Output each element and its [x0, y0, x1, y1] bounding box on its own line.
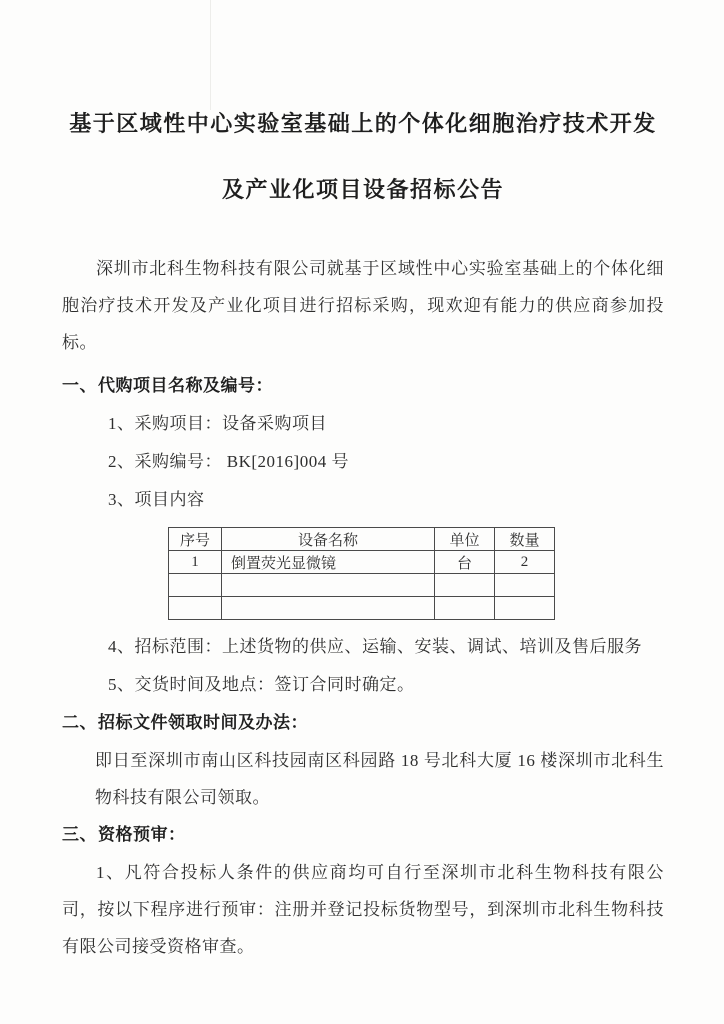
cell-index — [169, 597, 222, 620]
cell-index — [169, 574, 222, 597]
section3-paragraph: 1、凡符合投标人条件的供应商均可自行至深圳市北科生物科技有限公司，按以下程序进行预审：注册并登记投标货物型号，到深圳市北科生物科技有限公司接受资格审查。 — [62, 863, 664, 956]
section2-number: 二、 — [62, 713, 97, 732]
table-row — [169, 574, 555, 597]
equipment-table-header-row — [169, 528, 555, 551]
cell-index: 1 — [169, 551, 222, 574]
section1-item3: 3、项目内容 — [108, 490, 205, 509]
cell-unit — [435, 597, 495, 620]
section3-heading-text: 资格预审： — [98, 825, 186, 844]
col-header-unit: 单位 — [435, 528, 495, 551]
document-title-line2: 及产业化项目设备招标公告 — [221, 177, 504, 202]
document-title-line1: 基于区域性中心实验室基础上的个体化细胞治疗技术开发 — [69, 111, 657, 136]
section1-item4: 4、招标范围：上述货物的供应、运输、安装、调试、培训及售后服务 — [108, 637, 642, 656]
section1-number: 一、 — [62, 376, 97, 395]
cell-quantity — [495, 597, 555, 620]
section2-heading — [62, 704, 664, 742]
document-title — [62, 108, 664, 206]
cell-unit — [435, 574, 495, 597]
section2-paragraph: 即日至深圳市南山区科技园南区科园路 18 号北科大厦 16 楼深圳市北科生物科技有限公司领取。 — [95, 751, 664, 807]
section3-number: 三、 — [62, 825, 97, 844]
table-row — [169, 551, 555, 574]
col-header-equipment-name: 设备名称 — [222, 528, 435, 551]
section1-item2: 2、采购编号： BK[2016]004 号 — [108, 452, 349, 471]
cell-unit: 台 — [435, 551, 495, 574]
section1-item5: 5、交货时间及地点：签订合同时确定。 — [108, 675, 415, 694]
section1-heading — [62, 367, 664, 405]
equipment-table — [168, 527, 555, 620]
cell-equipment-name — [222, 597, 435, 620]
cell-equipment-name: 倒置荧光显微镜 — [222, 551, 435, 574]
cell-equipment-name — [222, 574, 435, 597]
section1-heading-text: 代购项目名称及编号： — [98, 376, 273, 395]
section2-heading-text: 招标文件领取时间及办法： — [98, 713, 308, 732]
table-row — [169, 597, 555, 620]
col-header-index: 序号 — [169, 528, 222, 551]
section1-item1: 1、采购项目：设备采购项目 — [108, 414, 327, 433]
cell-quantity — [495, 574, 555, 597]
cell-quantity: 2 — [495, 551, 555, 574]
section3-heading — [62, 816, 664, 854]
col-header-quantity: 数量 — [495, 528, 555, 551]
intro-paragraph: 深圳市北科生物科技有限公司就基于区域性中心实验室基础上的个体化细胞治疗技术开发及产业化项目进行招标采购，现欢迎有能力的供应商参加投标。 — [62, 259, 664, 352]
